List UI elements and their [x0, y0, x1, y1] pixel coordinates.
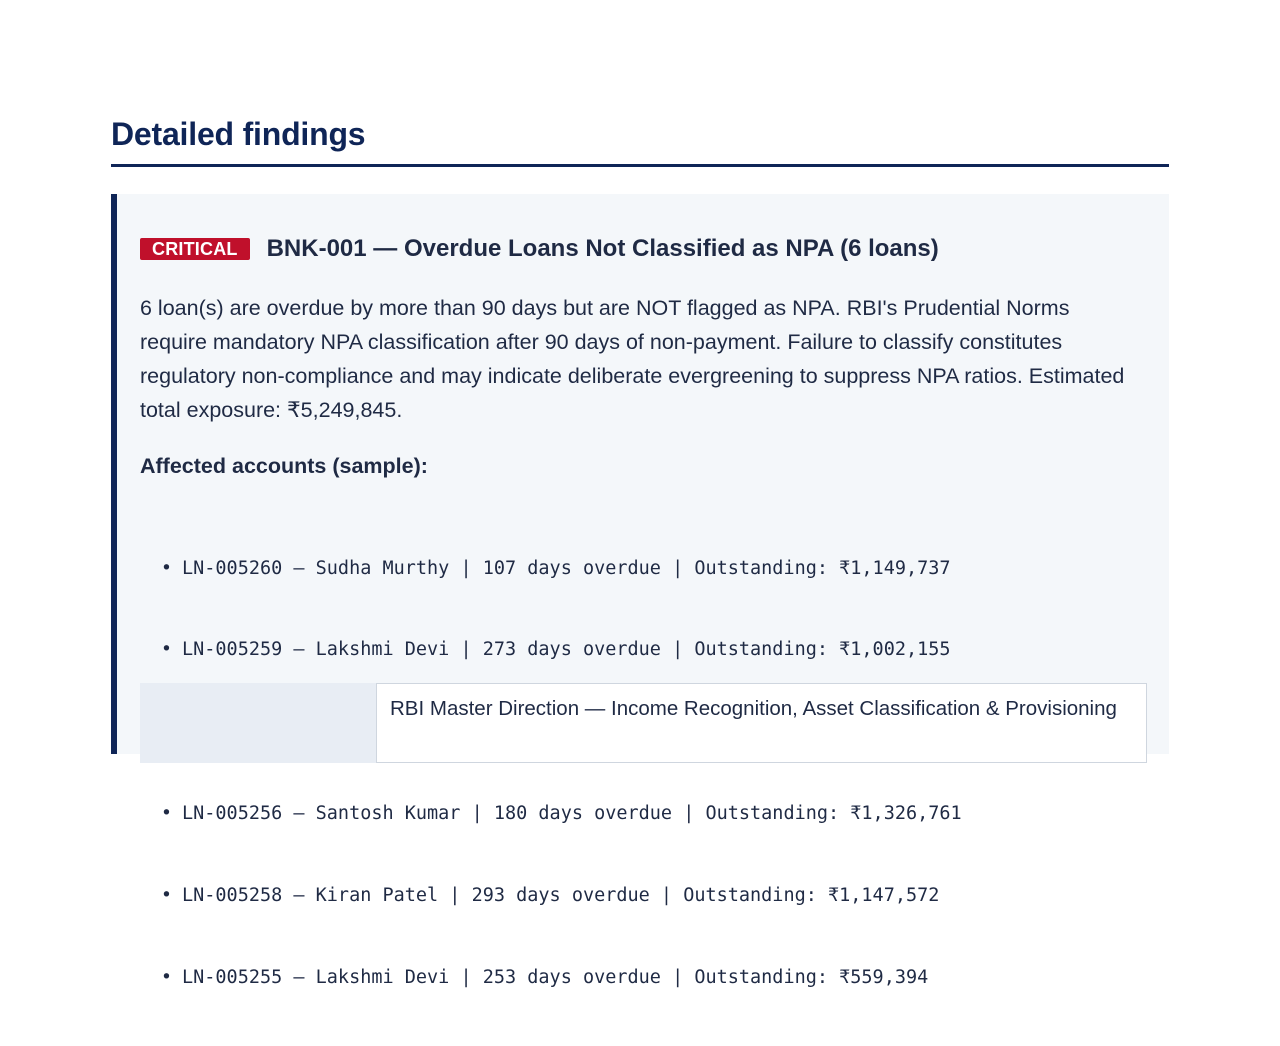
affected-account-item: • LN-005260 — Sudha Murthy | 107 days overdue | Outstanding: ₹1,149,737: [182, 555, 962, 582]
section-title: Detailed findings: [111, 116, 366, 152]
finding-title: BNK-001 — Overdue Loans Not Classified as NPA (6 loans): [266, 235, 939, 262]
regulatory-reference-box: [376, 683, 1147, 763]
finding-card: [111, 194, 1169, 989]
affected-account-item: • LN-005258 — Kiran Patel | 293 days overdue | Outstanding: ₹1,147,572: [182, 882, 962, 909]
affected-account-item: • LN-005259 — Lakshmi Devi | 273 days overdue | Outstanding: ₹1,002,155: [182, 636, 962, 663]
affected-account-item: • LN-005256 — Santosh Kumar | 180 days overdue | Outstanding: ₹1,326,761: [182, 800, 962, 827]
regulatory-reference-area: [140, 683, 1147, 763]
affected-account-item: • LN-005255 — Lakshmi Devi | 253 days overdue | Outstanding: ₹559,394: [182, 964, 962, 991]
regulatory-reference-text: RBI Master Direction — Income Recognition, Asset Classification & Provisioning: [390, 697, 1117, 720]
section-header: [111, 114, 1169, 167]
section-divider: [111, 164, 1169, 167]
finding-header: [140, 234, 939, 264]
finding-description: 6 loan(s) are overdue by more than 90 days but are NOT flagged as NPA. RBI's Prudential Norms require mandatory NPA classification after 90 days of non-payment. Failure to classify constitutes regulatory non-compliance and may indicate deliberate evergreening to suppress NPA ratios. Estimated total exposure: ₹5,249,845.: [140, 296, 1125, 422]
affected-accounts-heading: Affected accounts (sample):: [140, 454, 428, 478]
severity-badge: CRITICAL: [140, 238, 250, 260]
affected-accounts-list: [140, 500, 962, 1046]
